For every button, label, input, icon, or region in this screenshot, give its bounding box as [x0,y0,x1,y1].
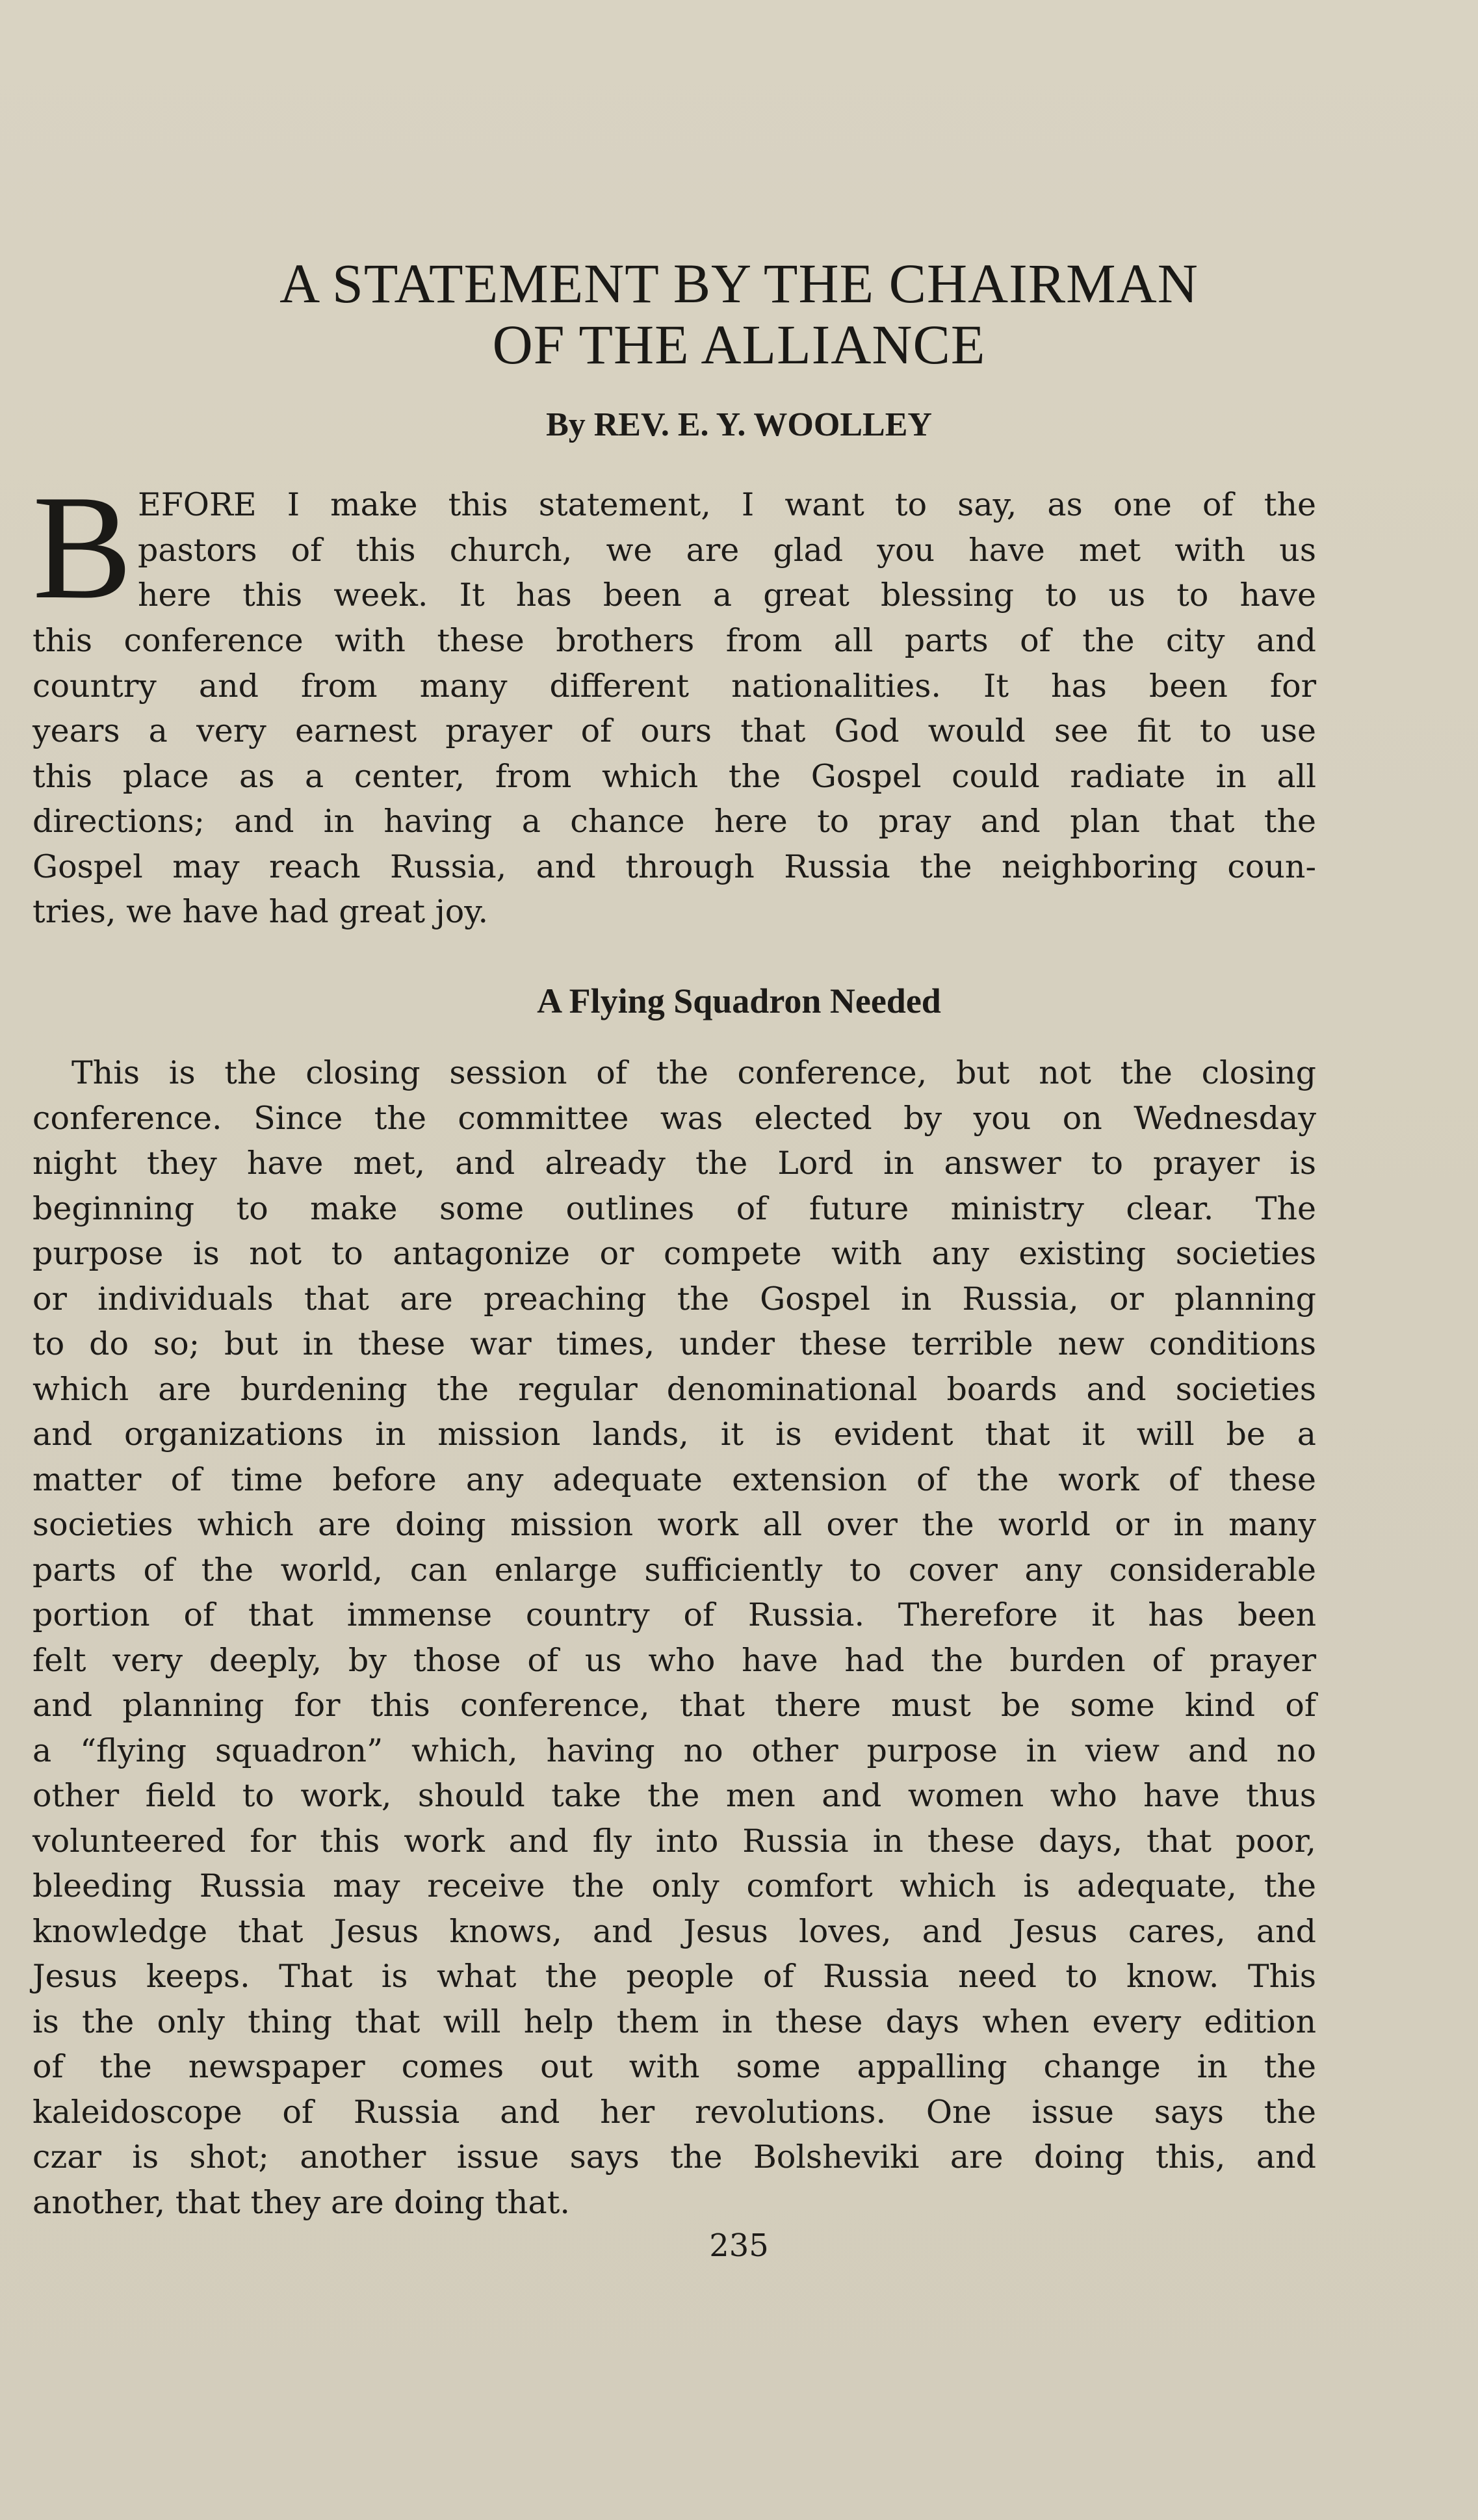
text-line: portion of that immense country of Russia. Therefore it has been [32,1596,1316,1633]
text-line: other field to work, should take the men and women who have thus [32,1777,1316,1814]
text-line: beginning to make some outlines of future ministry clear. The [32,1189,1316,1227]
drop-cap-letter: B [32,464,133,630]
text-line: parts of the world, can enlarge sufficiently to cover any considerable [32,1551,1316,1589]
text-line: kaleidoscope of Russia and her revolutions. One issue says the [32,2093,1316,2131]
text-line: and organizations in mission lands, it is evident that it will be a [32,1416,1316,1453]
text-line: or individuals that are preaching the Gospel in Russia, or planning [32,1280,1316,1318]
text-line: here this week. It has been a great blessing to us to have [138,577,1316,614]
text-line: volunteered for this work and fly into Russia in these days, that poor, [32,1822,1316,1860]
text-line: felt very deeply, by those of us who have had the burden of prayer [32,1641,1316,1679]
drop-cap-lines [138,482,1316,618]
text-line: of the newspaper comes out with some appalling change in the [32,2048,1316,2085]
text-line: This is the closing session of the conference, but not the closing [71,1054,1316,1091]
text-line: night they have met, and already the Lord in answer to prayer is [32,1145,1316,1182]
text-line: matter of time before any adequate extension of the work of these [32,1461,1316,1498]
text-line: this conference with these brothers from all parts of the city and [32,622,1316,659]
text-line: a “flying squadron” which, having no other purpose in view and no [32,1732,1316,1769]
text-line: czar is shot; another issue says the Bolsheviki are doing this, and [32,2138,1316,2176]
text-line: Jesus keeps. That is what the people of Russia need to know. This [32,1958,1316,1995]
text-line: directions; and in having a chance here to pray and plan that the [32,803,1316,840]
text-line: tries, we have had great joy. [32,893,489,930]
text-line: and planning for this conference, that there must be some kind of [32,1687,1316,1724]
text-line: years a very earnest prayer of ours that God would see fit to use [32,712,1316,749]
intro-dropcap-block [32,464,1316,630]
text-line: EFORE I make this statement, I want to say, as one of the [138,486,1316,523]
text-line: bleeding Russia may receive the only comfort which is adequate, the [32,1867,1316,1904]
intro-paragraph [32,618,1316,935]
text-line: purpose is not to antagonize or compete with any existing societies [32,1235,1316,1272]
text-line: conference. Since the committee was elected by you on Wednesday [32,1099,1316,1137]
section-paragraph [32,1050,1316,2225]
text-line: knowledge that Jesus knows, and Jesus loves, and Jesus cares, and [32,1912,1316,1950]
article-title-line1: A STATEMENT BY THE CHAIRMAN [279,252,1199,315]
text-line: is the only thing that will help them in these days when every edition [32,2003,1316,2040]
text-line: which are burdening the regular denominational boards and societies [32,1370,1316,1408]
page-number: 235 [709,2228,769,2264]
text-line: societies which are doing mission work all over the world or in many [32,1506,1316,1543]
text-line: another, that they are doing that. [32,2183,570,2221]
byline: By REV. E. Y. WOOLLEY [546,406,932,443]
article-title-line2: OF THE ALLIANCE [492,313,986,376]
text-line: Gospel may reach Russia, and through Russia the neighboring coun- [32,848,1316,885]
text-line: pastors of this church, we are glad you have met with us [138,531,1316,569]
text-line: country and from many different nationalities. It has been for [32,667,1316,705]
section-heading: A Flying Squadron Needed [537,981,941,1020]
text-line: this place as a center, from which the Gospel could radiate in all [32,757,1316,795]
text-line: to do so; but in these war times, under these terrible new conditions [32,1325,1316,1362]
